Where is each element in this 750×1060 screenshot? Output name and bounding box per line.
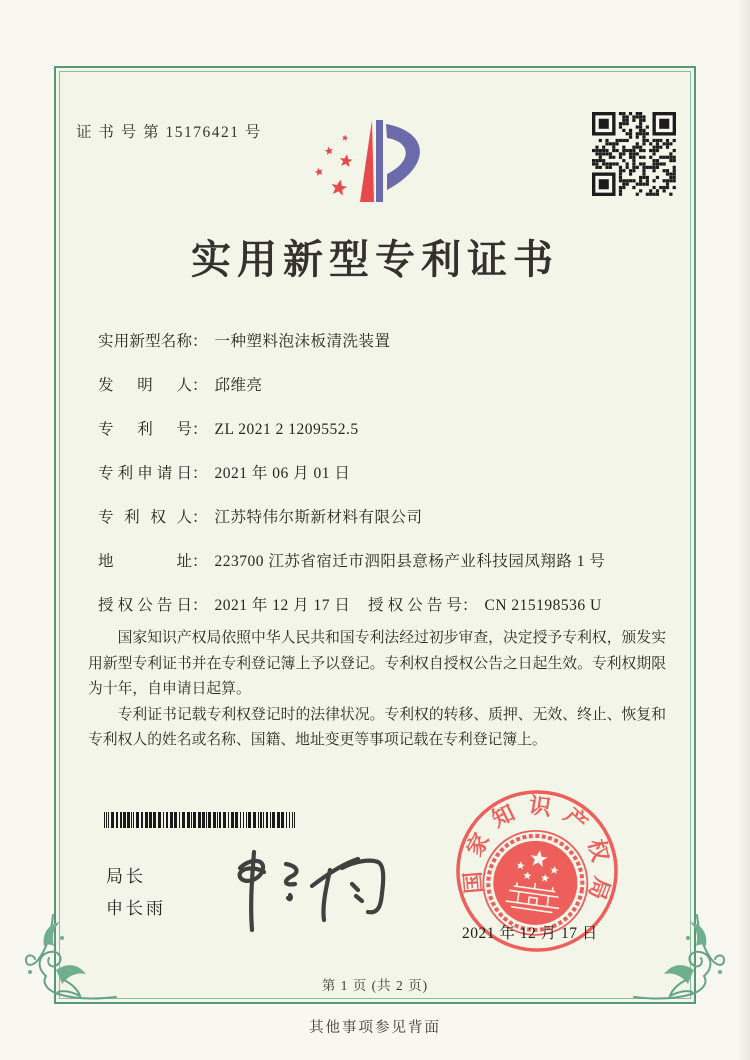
grant-number-group [368, 593, 602, 615]
grant-date-group [98, 597, 350, 614]
director-signature-icon [220, 838, 405, 938]
field-row-patent-number [98, 417, 359, 439]
seal-text: 国家知识产权局 [458, 792, 616, 915]
colon: ： [462, 597, 478, 614]
certificate-number: 证 书 号 第 15176421 号 [76, 124, 262, 141]
field-value: 223700 江苏省宿迁市泗阳县意杨产业科技园凤翔路 1 号 [214, 553, 606, 570]
director-title: 局长 [106, 867, 146, 886]
field-value: 一种塑料泡沫板清洗装置 [214, 333, 391, 350]
field-row-patentee [98, 505, 423, 527]
colon: ： [192, 465, 208, 482]
field-row-grant [98, 593, 676, 615]
certificate-title: 实用新型专利证书 [191, 237, 559, 282]
field-label: 专利申请日 [98, 465, 192, 482]
field-row-address [98, 549, 605, 571]
field-row-filing-date [98, 461, 350, 483]
field-value: ZL 2021 2 1209552.5 [214, 421, 359, 438]
footer-note: 其他事项参见背面 [309, 1020, 441, 1036]
field-label: 发明人 [98, 377, 192, 394]
paragraph: 国家知识产权局依照中华人民共和国专利法经过初步审查，决定授予专利权，颁发实用新型专利证书并在专利登记簿上予以登记。专利权自授权公告之日起生效。专利权期限为十年，自申请日起算。 [88, 630, 666, 697]
colon: ： [192, 421, 208, 438]
cnipa-logo-icon [300, 110, 440, 210]
field-value: 江苏特伟尔斯新材料有限公司 [214, 509, 423, 526]
field-row-inventor [98, 373, 263, 395]
field-value: CN 215198536 U [484, 597, 602, 614]
corner-flourish-icon [629, 910, 734, 1015]
corner-flourish-icon [16, 910, 121, 1015]
barcode-icon [104, 812, 296, 828]
colon: ： [192, 377, 208, 394]
colon: ： [192, 509, 208, 526]
director-name: 申长雨 [106, 899, 166, 918]
colon: ： [192, 333, 208, 350]
colon: ： [192, 597, 208, 614]
field-value: 邱维亮 [214, 377, 263, 394]
field-value: 2021 年 12 月 17 日 [214, 597, 351, 614]
field-label: 地址 [98, 553, 192, 570]
colon: ： [192, 553, 208, 570]
field-value: 2021 年 06 月 01 日 [214, 465, 351, 482]
paragraph: 专利证书记载专利权登记时的法律状况。专利权的转移、质押、无效、终止、恢复和专利权人的姓名或名称、国籍、地址变更等事项记载在专利登记簿上。 [88, 706, 666, 748]
field-label: 授权公告号 [368, 597, 462, 614]
field-label: 专利号 [98, 421, 192, 438]
page-indicator: 第 1 页 (共 2 页) [321, 978, 429, 993]
qr-code-icon [592, 112, 676, 196]
legal-text [88, 626, 666, 754]
field-label: 实用新型名称 [98, 333, 192, 350]
seal-date: 2021 年 12 月 17 日 [462, 925, 598, 942]
field-label: 专利权人 [98, 509, 192, 526]
field-row-name [98, 329, 391, 351]
field-label: 授权公告日 [98, 597, 192, 614]
